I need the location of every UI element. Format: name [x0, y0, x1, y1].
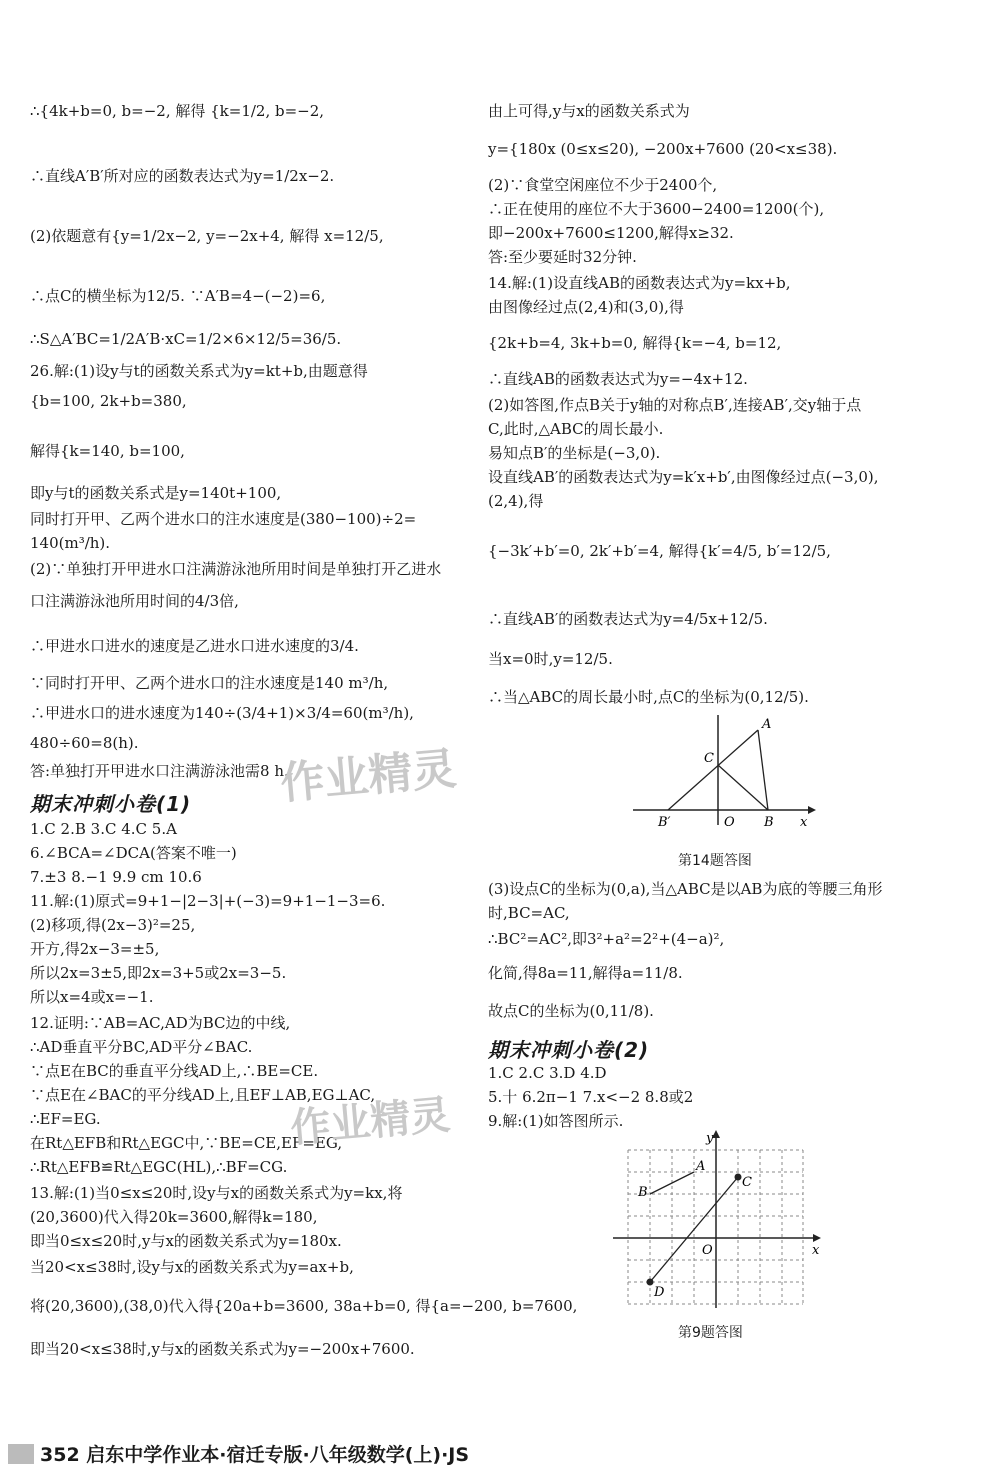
- text-line: (20,3600)代入得20k=3600,解得k=180,: [30, 1208, 318, 1226]
- fig14-label-o: O: [724, 815, 735, 830]
- text-line: ∴正在使用的座位不大于3600−2400=1200(个),: [488, 200, 825, 218]
- x-axis-arrow: [813, 1234, 821, 1242]
- text-line: (2)移项,得(2x−3)²=25,: [30, 916, 196, 934]
- text-line: ∴{4k+b=0, b=−2, 解得 {k=1/2, b=−2,: [30, 102, 325, 120]
- text-line: (2)如答图,作点B关于y轴的对称点B′,连接AB′,交y轴于点: [488, 396, 862, 414]
- text-line: ∴甲进水口进水的速度是乙进水口进水速度的3/4.: [30, 637, 359, 655]
- text-line: 13.解:(1)当0≤x≤20时,设y与x的函数关系式为y=kx,将: [30, 1184, 403, 1202]
- text-line: 解得{k=140, b=100,: [30, 442, 185, 460]
- text-line: 易知点B′的坐标是(−3,0).: [488, 444, 661, 462]
- text-line: ∴直线AB的函数表达式为y=−4x+12.: [488, 370, 748, 388]
- text-line: 时,BC=AC,: [488, 904, 570, 922]
- figure-9-diagram: [608, 1130, 828, 1310]
- text-line: (2,4),得: [488, 492, 544, 510]
- text-line: {b=100, 2k+b=380,: [30, 392, 187, 410]
- fig14-label-a: A: [762, 717, 772, 732]
- text-line: 9.解:(1)如答图所示.: [488, 1112, 624, 1130]
- text-line: 7.±3 8.−1 9.9 cm 10.6: [30, 868, 202, 886]
- fig14-label-c: C: [704, 751, 714, 766]
- text-line: 将(20,3600),(38,0)代入得{20a+b=3600, 38a+b=0, 得{a=−200, b=7600,: [30, 1297, 578, 1315]
- text-line: ∴AD垂直平分BC,AD平分∠BAC.: [30, 1038, 253, 1056]
- fig14-label-x: x: [800, 815, 808, 830]
- text-line: 即−200x+7600≤1200,解得x≥32.: [488, 224, 734, 242]
- text-line: 140(m³/h).: [30, 534, 111, 552]
- watermark: 作业精灵: [288, 1092, 453, 1152]
- point-c: [735, 1174, 742, 1181]
- point-d: [647, 1279, 654, 1286]
- text-line: 由图像经过点(2,4)和(3,0),得: [488, 298, 684, 316]
- text-line: 化简,得8a=11,解得a=11/8.: [488, 964, 683, 982]
- text-line: ∴甲进水口的进水速度为140÷(3/4+1)×3/4=60(m³/h),: [30, 704, 414, 722]
- fig9-label-d: D: [654, 1285, 665, 1300]
- text-line: 即y与t的函数关系式是y=140t+100,: [30, 484, 282, 502]
- fig9-label-a: A: [696, 1159, 706, 1174]
- text-line: (3)设点C的坐标为(0,a),当△ABC是以AB为底的等腰三角形: [488, 880, 883, 898]
- figure-9-caption: 第9题答图: [678, 1325, 743, 1341]
- figure-14-diagram: [628, 710, 818, 830]
- text-line: 6.∠BCA=∠DCA(答案不唯一): [30, 844, 237, 862]
- text-line: 同时打开甲、乙两个进水口的注水速度是(380−100)÷2=: [30, 510, 417, 528]
- text-line: 当x=0时,y=12/5.: [488, 650, 613, 668]
- line-ab-prime: [668, 730, 758, 810]
- figure-14-caption: 第14题答图: [678, 853, 752, 869]
- text-line: ∵同时打开甲、乙两个进水口的注水速度是140 m³/h,: [30, 674, 389, 692]
- text-line: y={180x (0≤x≤20), −200x+7600 (20<x≤38).: [488, 140, 838, 158]
- fig9-label-c: C: [742, 1175, 752, 1190]
- text-line: 所以2x=3±5,即2x=3+5或2x=3−5.: [30, 964, 287, 982]
- text-line: 12.证明:∵AB=AC,AD为BC边的中线,: [30, 1014, 291, 1032]
- text-line: 口注满游泳池所用时间的4/3倍,: [30, 592, 239, 610]
- text-line: 即当20<x≤38时,y与x的函数关系式为y=−200x+7600.: [30, 1340, 415, 1358]
- text-line: 在Rt△EFB和Rt△EGC中,∵BE=CE,EF=EG,: [30, 1134, 343, 1152]
- text-line: ∵点E在BC的垂直平分线AD上,∴BE=CE.: [30, 1062, 319, 1080]
- text-line: 设直线AB′的函数表达式为y=k′x+b′,由图像经过点(−3,0),: [488, 468, 879, 486]
- text-line: 故点C的坐标为(0,11/8).: [488, 1002, 654, 1020]
- text-line: 11.解:(1)原式=9+1−|2−3|+(−3)=9+1−1−3=6.: [30, 892, 386, 910]
- text-line: {2k+b=4, 3k+b=0, 解得{k=−4, b=12,: [488, 334, 782, 352]
- fig9-label-o: O: [702, 1243, 713, 1258]
- text-line: (2)依题意有{y=1/2x−2, y=−2x+4, 解得 x=12/5,: [30, 227, 384, 245]
- text-line: 14.解:(1)设直线AB的函数表达式为y=kx+b,: [488, 274, 791, 292]
- section-title: 期末冲刺小卷(1): [30, 792, 192, 816]
- text-line: 答:单独打开甲进水口注满游泳池需8 h.: [30, 762, 289, 780]
- text-line: ∴点C的横坐标为12/5. ∵A′B=4−(−2)=6,: [30, 287, 326, 305]
- text-line: ∴直线AB′的函数表达式为y=4/5x+12/5.: [488, 610, 768, 628]
- line-ab: [758, 730, 768, 810]
- fig14-label-b-prime: B′: [658, 815, 671, 830]
- text-line: 5.十 6.2π−1 7.x<−2 8.8或2: [488, 1088, 694, 1106]
- fig9-label-y: y: [706, 1131, 714, 1146]
- footer-text: 352 启东中学作业本·宿迁专版·八年级数学(上)·JS: [40, 1444, 470, 1466]
- text-line: 由上可得,y与x的函数关系式为: [488, 102, 690, 120]
- text-line: 26.解:(1)设y与t的函数关系式为y=kt+b,由题意得: [30, 362, 368, 380]
- x-axis-arrow: [808, 806, 816, 814]
- text-line: 即当0≤x≤20时,y与x的函数关系式为y=180x.: [30, 1232, 342, 1250]
- page-footer: [0, 1440, 1000, 1470]
- footer-tag-icon: [8, 1444, 34, 1464]
- text-line: 1.C 2.C 3.D 4.D: [488, 1064, 607, 1082]
- line-cb: [718, 765, 768, 810]
- text-line: C,此时,△ABC的周长最小.: [488, 420, 664, 438]
- text-line: ∴EF=EG.: [30, 1110, 101, 1128]
- text-line: ∴Rt△EFB≌Rt△EGC(HL),∴BF=CG.: [30, 1158, 288, 1176]
- fig9-label-b: B: [638, 1185, 648, 1200]
- text-line: 480÷60=8(h).: [30, 734, 139, 752]
- text-line: {−3k′+b′=0, 2k′+b′=4, 解得{k′=4/5, b′=12/5,: [488, 542, 831, 560]
- text-line: 当20<x≤38时,设y与x的函数关系式为y=ax+b,: [30, 1258, 354, 1276]
- text-line: 答:至少要延时32分钟.: [488, 248, 637, 266]
- fig14-label-b: B: [764, 815, 774, 830]
- text-line: 1.C 2.B 3.C 4.C 5.A: [30, 820, 177, 838]
- text-line: ∵点E在∠BAC的平分线AD上,且EF⊥AB,EG⊥AC,: [30, 1086, 376, 1104]
- text-line: 所以x=4或x=−1.: [30, 988, 154, 1006]
- text-line: ∴BC²=AC²,即3²+a²=2²+(4−a)²,: [488, 930, 725, 948]
- text-line: ∴直线A′B′所对应的函数表达式为y=1/2x−2.: [30, 167, 335, 185]
- text-line: (2)∵单独打开甲进水口注满游泳池所用时间是单独打开乙进水: [30, 560, 442, 578]
- section-title: 期末冲刺小卷(2): [488, 1038, 650, 1062]
- fig9-label-x: x: [812, 1243, 820, 1258]
- watermark: 作业精灵: [278, 743, 459, 810]
- text-line: ∴S△A′BC=1/2A′B·xC=1/2×6×12/5=36/5.: [30, 330, 342, 348]
- text-line: ∴当△ABC的周长最小时,点C的坐标为(0,12/5).: [488, 688, 809, 706]
- text-line: 开方,得2x−3=±5,: [30, 940, 160, 958]
- text-line: (2)∵食堂空闲座位不少于2400个,: [488, 176, 718, 194]
